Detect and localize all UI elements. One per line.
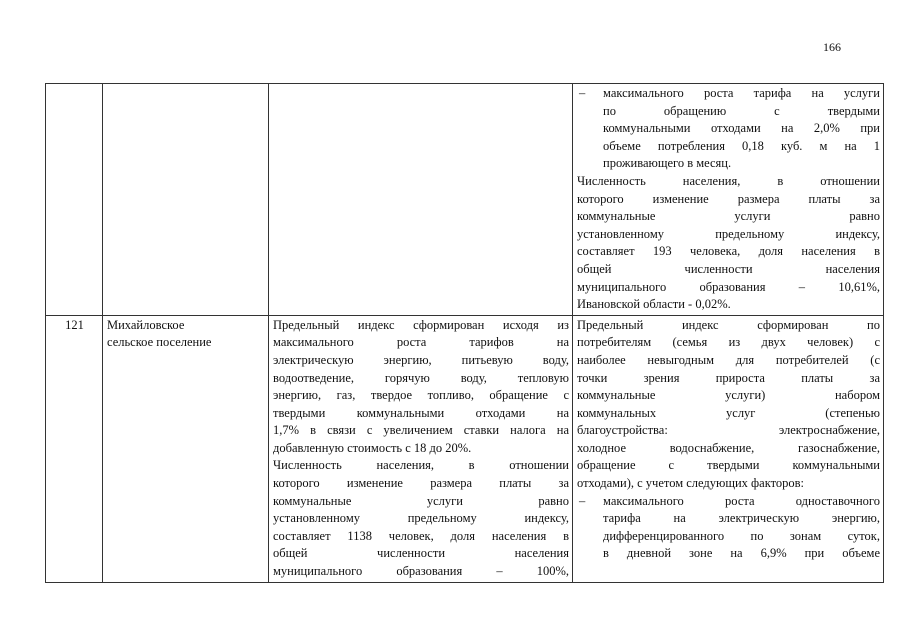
r2-c3a-line-7: добавленную стоимость с 18 до 20%. — [273, 440, 472, 455]
r2-c3b-line-1: которого изменение размера платы за — [273, 476, 569, 491]
r1-dash1-line-3: объеме потребления 0,18 куб. м на 1 — [603, 138, 880, 153]
r2-c3b-line-5: общей численности населения — [273, 546, 569, 561]
r2-dash1-line-3: в дневной зоне на 6,9% при объеме — [603, 546, 880, 561]
settlement-name-cell — [103, 84, 269, 316]
r1-para-line-5: общей численности населения — [577, 261, 880, 276]
index-formation-paragraph — [577, 317, 880, 493]
municipal-index-table — [45, 83, 884, 583]
r2-c4-line-2: наиболее невыгодным для потребителей (с — [577, 352, 880, 367]
table-row — [46, 84, 884, 316]
r2-c3a-line-2: электрическую энергию, питьевую воду, — [273, 352, 569, 367]
row-number-cell — [46, 84, 103, 316]
list-item — [577, 85, 880, 173]
page-number: 166 — [823, 40, 841, 54]
r2-dash1-line-0: максимального роста одноставочного — [603, 493, 880, 508]
r2-c3a-line-0: Предельный индекс сформирован исходя из — [273, 317, 569, 332]
r1-para-line-3: установленному предельному индексу, — [577, 226, 880, 241]
dash-marker: – — [579, 86, 586, 100]
r1-dash1-line-1: по обращению с твердыми — [603, 103, 880, 118]
r2-c4-line-3: точки зрения прироста платы за — [577, 370, 880, 385]
population-paragraph — [577, 173, 880, 314]
r2-c4-line-7: холодное водоснабжение, газоснабжение, — [577, 440, 880, 455]
r2-c4-line-1: потребителям (семья из двух человек) с — [577, 335, 880, 350]
index-details-cell — [573, 84, 884, 316]
r2-c4-line-5: коммунальных услуг (степенью — [577, 405, 880, 420]
r2-c4-line-9: отходами), с учетом следующих факторов: — [577, 476, 805, 491]
r2-c3b-line-4: составляет 1138 человек, доля населения в — [273, 528, 569, 543]
row-number-cell: 121 — [46, 315, 103, 582]
index-basis-cell — [269, 315, 573, 582]
r1-para-line-0: Численность населения, в отношении — [577, 173, 880, 188]
r2-c3b-line-2: коммунальные услуги равно — [273, 493, 569, 508]
r2-c4-line-6: благоустройства: электроснабжение, — [577, 423, 880, 438]
index-basis-cell — [269, 84, 573, 316]
r1-dash1-line-0: максимального роста тарифа на услуги — [603, 86, 880, 100]
r1-para-line-7: Ивановской области - 0,02%. — [577, 297, 731, 312]
index-details-cell — [573, 315, 884, 582]
r2-dash1-line-2: дифференцированного по зонам суток, — [603, 528, 880, 543]
r2-c4-line-4: коммунальные услуги) набором — [577, 388, 880, 403]
index-basis-paragraph — [273, 317, 569, 458]
population-paragraph — [273, 457, 569, 580]
table-row — [46, 315, 884, 582]
r2-c3b-line-3: установленному предельному индексу, — [273, 511, 569, 526]
r2-c4-line-0: Предельный индекс сформирован по — [577, 317, 880, 332]
r1-dash1-line-4: проживающего в месяц. — [603, 156, 732, 171]
r2-c3b-line-6: муниципального образования – 100%, — [273, 564, 569, 579]
r1-dash1-line-2: коммунальными отходами на 2,0% при — [603, 121, 880, 136]
r1-para-line-4: составляет 193 человека, доля населения в — [577, 244, 880, 259]
settlement-name-line-0: Михайловское — [107, 317, 185, 332]
list-item — [577, 493, 880, 563]
r2-dash1-line-1: тарифа на электрическую энергию, — [603, 511, 880, 526]
r2-c3a-line-1: максимального роста тарифов на — [273, 335, 569, 350]
r2-c3b-line-0: Численность населения, в отношении — [273, 458, 569, 473]
settlement-name-line-1: сельское поселение — [107, 335, 212, 350]
r1-para-line-6: муниципального образования – 10,61%, — [577, 279, 880, 294]
r2-c3a-line-4: энергию, газ, твердое топливо, обращение с — [273, 388, 569, 403]
r2-c4-line-8: обращение с твердыми коммунальными — [577, 458, 880, 473]
r2-c3a-line-3: водоотведение, горячую воду, тепловую — [273, 370, 569, 385]
settlement-name-cell — [103, 315, 269, 582]
r2-c3a-line-5: твердыми коммунальными отходами на — [273, 405, 569, 420]
dash-marker: – — [579, 493, 586, 508]
r2-c3a-line-6: 1,7% в связи с увеличением ставки налога на — [273, 423, 569, 438]
r1-para-line-1: которого изменение размера платы за — [577, 191, 880, 206]
r1-para-line-2: коммунальные услуги равно — [577, 209, 880, 224]
